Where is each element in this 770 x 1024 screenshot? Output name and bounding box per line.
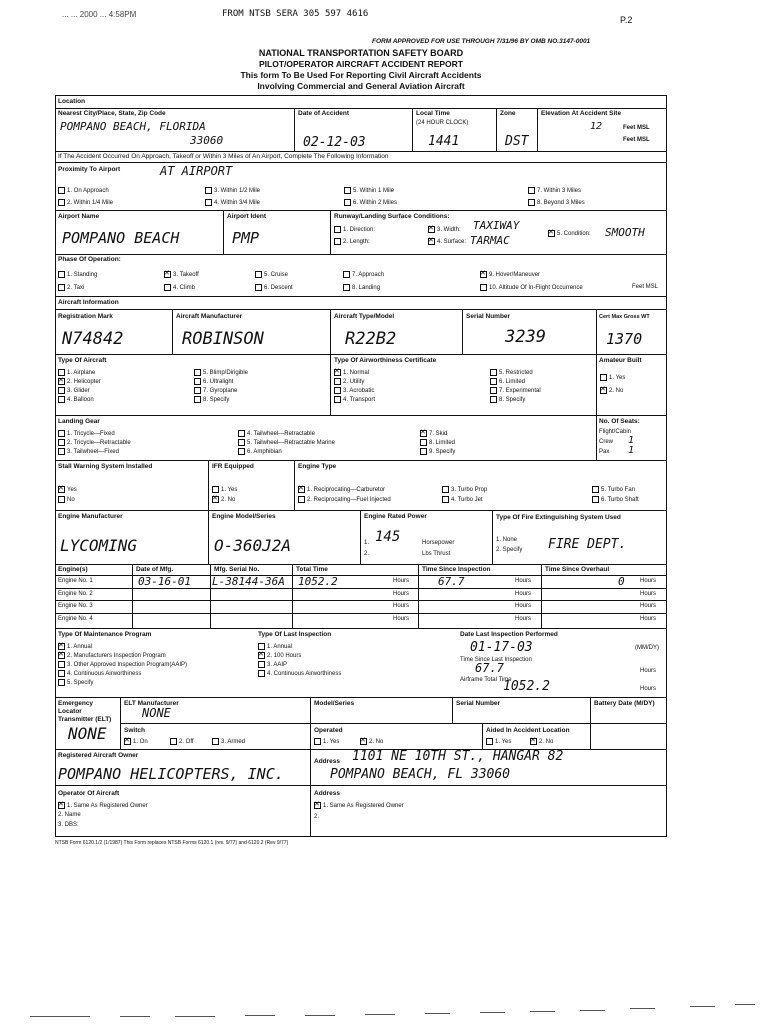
type-glider[interactable]: 3. Glider <box>58 387 90 394</box>
prox-opt-8[interactable]: 8. Beyond 3 Miles <box>528 199 585 206</box>
ifr-yes[interactable]: 1. Yes <box>212 486 237 493</box>
aircraft-serial-label: Serial Number <box>466 313 511 320</box>
hours-unit: Hours <box>515 578 532 584</box>
elt-label: Emergency Locator Transmitter (ELT) <box>58 700 112 723</box>
engine-1-since-insp[interactable]: 67.7 <box>438 575 465 588</box>
last-date-label: Date Last Inspection Performed <box>460 631 558 638</box>
hours-unit: Hours <box>393 578 410 584</box>
cert-label: Type Of Airworthiness Certificate <box>334 357 437 364</box>
gross-weight-value[interactable]: 1370 <box>606 330 643 348</box>
phase-takeoff[interactable]: ✕3. Takeoff <box>164 271 199 278</box>
gear-tricycle-retract[interactable]: 2. Tricycle—Retractable <box>58 439 131 446</box>
prox-opt-3[interactable]: 3. Within 1/2 Mile <box>205 187 260 194</box>
agency-name: NATIONAL TRANSPORTATION SAFETY BOARD <box>258 48 464 58</box>
engine-row-1-label: Engine No. 1 <box>58 578 93 584</box>
runway-width-value[interactable]: TAXIWAY <box>473 219 520 232</box>
maint-mfr-program[interactable]: ✕2. Manufacturers Inspection Program <box>58 652 166 659</box>
last-aaip[interactable]: 3. AAIP <box>258 661 287 668</box>
prox-opt-5[interactable]: 5. Within 1 Mile <box>344 187 394 194</box>
date-value[interactable]: 02-12-03 <box>303 135 366 150</box>
form-subtitle-1: This form To Be Used For Reporting Civil Aircraft Accidents <box>240 70 482 80</box>
gear-skid[interactable]: ✕7. Skid <box>420 430 447 437</box>
maint-specify[interactable]: 5. Specify <box>58 679 93 686</box>
elt-mfr-value[interactable]: NONE <box>142 706 171 720</box>
registration-label: Registration Mark <box>58 313 113 320</box>
engine-mfr-value[interactable]: LYCOMING <box>60 536 138 555</box>
hours-unit: Hours <box>640 578 657 584</box>
airport-name-value[interactable]: POMPANO BEACH <box>62 229 180 247</box>
stall-no[interactable]: No <box>58 496 75 503</box>
omb-approval: FORM APPROVED FOR USE THROUGH 7/31/96 BY OMB NO.3147-0001 <box>372 38 591 45</box>
col-since-inspection: Time Since Inspection <box>422 566 491 573</box>
maint-continuous[interactable]: 4. Continuous Airworthiness <box>58 670 141 677</box>
aircraft-model-value[interactable]: R22B2 <box>345 329 397 349</box>
airframe-label: Airframe Total Time <box>460 677 512 683</box>
engine-1-total[interactable]: 1052.2 <box>298 575 338 588</box>
elt-model-label: Model/Series <box>314 700 355 707</box>
time-sub-label: (24 HOUR CLOCK) <box>416 120 469 126</box>
mmdy-label: (MM/DY) <box>635 645 659 651</box>
date-label: Date of Accident <box>298 110 350 117</box>
elt-operated-no[interactable]: ✕ 2. No <box>360 738 383 745</box>
engine-row-4-label: Engine No. 4 <box>58 616 93 622</box>
maint-aaip[interactable]: 3. Other Approved Inspection Program(AAIP) <box>58 661 187 668</box>
airframe-hours: Hours <box>640 686 657 692</box>
feet-msl-label: Feet MSL <box>623 125 650 131</box>
section-aircraft: Aircraft Information <box>58 299 119 306</box>
type-specify[interactable]: 8. Specify <box>194 396 229 403</box>
airframe-value[interactable]: 1052.2 <box>503 679 550 694</box>
amateur-yes[interactable]: 1. Yes <box>600 374 625 381</box>
gear-specify[interactable]: 9. Specify <box>420 448 455 455</box>
gear-label: Landing Gear <box>58 418 100 425</box>
elt-serial-label: Serial Number <box>456 700 501 707</box>
type-balloon[interactable]: 4. Balloon <box>58 396 94 403</box>
runway-width[interactable]: ✕3. Width: <box>428 226 461 233</box>
owner-name[interactable]: POMPANO HELICOPTERS, INC. <box>58 765 284 783</box>
cert-restricted[interactable]: 5. Restricted <box>490 369 533 376</box>
engine-row-2-label: Engine No. 2 <box>58 591 93 597</box>
hours-unit: Hours <box>640 616 657 622</box>
type-airplane[interactable]: 1. Airplane <box>58 369 95 376</box>
last-date-value[interactable]: 01-17-03 <box>470 640 533 655</box>
seats-crew-value[interactable]: 1 <box>628 435 635 446</box>
fire-none[interactable]: 1. None <box>496 537 518 543</box>
gear-amphibian[interactable]: 6. Amphibian <box>238 448 282 455</box>
hours-unit: Hours <box>640 591 657 597</box>
elt-value[interactable]: NONE <box>68 724 107 743</box>
cert-specify[interactable]: 8. Specify <box>490 396 525 403</box>
seats-pax: Pax <box>599 449 610 455</box>
fire-value[interactable]: FIRE DEPT. <box>548 537 627 552</box>
col-date-mfg: Date of Mfg. <box>136 566 174 573</box>
elevation-value[interactable]: 12 <box>590 121 603 132</box>
airport-name-label: Airport Name <box>58 213 100 220</box>
cert-limited[interactable]: 6. Limited <box>490 378 525 385</box>
owner-label: Registered Aircraft Owner <box>58 752 139 759</box>
airport-note: If The Accident Occurred On Approach, Takeoff or Within 3 Miles of An Airport, Complete The Following Information <box>58 153 389 160</box>
section-location: Location <box>58 98 86 105</box>
runway-condition[interactable]: ✕ 5. Condition: <box>548 230 591 237</box>
hours-unit: Hours <box>515 603 532 609</box>
aircraft-serial-value[interactable]: 3239 <box>505 327 546 347</box>
gear-tailwheel-fixed[interactable]: 3. Tailwheel—Fixed <box>58 448 119 455</box>
runway-surface-value[interactable]: TARMAC <box>470 234 510 247</box>
cert-experimental[interactable]: 7. Experimental <box>490 387 541 394</box>
prox-opt-4[interactable]: 4. Within 3/4 Mile <box>205 199 260 206</box>
city-label: Nearest City/Place, State, Zip Code <box>58 110 166 117</box>
operator-address-2[interactable]: 2. <box>314 814 320 820</box>
elt-aided-label: Aided In Accident Location <box>486 727 570 734</box>
form-title: PILOT/OPERATOR AIRCRAFT ACCIDENT REPORT <box>259 59 463 69</box>
hours-unit: Hours <box>515 591 532 597</box>
hours-unit: Hours <box>515 616 532 622</box>
seats-crew: Crew <box>599 439 614 445</box>
since-insp-hours: Hours <box>640 668 657 674</box>
cert-acrobatic[interactable]: 3. Acrobatic <box>334 387 374 394</box>
cert-normal[interactable]: ✕1. Normal <box>334 369 369 376</box>
prox-opt-2[interactable]: 2. Within 1/4 Mile <box>58 199 113 206</box>
page-number: P.2 <box>620 15 633 25</box>
runway-condition-value[interactable]: SMOOTH <box>605 226 645 239</box>
prox-opt-7[interactable]: 7. Within 3 Miles <box>528 187 581 194</box>
engine-1-date[interactable]: 03-16-01 <box>138 575 191 588</box>
type-ultralight[interactable]: 6. Ultralight <box>194 378 233 385</box>
hours-unit: Hours <box>393 603 410 609</box>
since-insp-value[interactable]: 67.7 <box>475 661 504 675</box>
city-value[interactable]: POMPANO BEACH, FLORIDA <box>60 120 206 133</box>
proximity-value[interactable]: AT AIRPORT <box>160 164 233 178</box>
proximity-label: Proximity To Airport <box>58 166 121 173</box>
amateur-label: Amateur Built <box>599 357 642 364</box>
engine-turbofan[interactable]: 5. Turbo Fan <box>592 486 635 493</box>
engine-hp-value[interactable]: 145 <box>375 529 401 545</box>
col-total-time: Total Time <box>296 566 328 573</box>
col-serial: Mfg. Serial No. <box>214 566 260 573</box>
seats-flight-cabin: Flight/Cabin <box>599 429 632 435</box>
engine-1-overhaul[interactable]: 0 <box>618 575 625 588</box>
zone-value[interactable]: DST <box>505 134 529 149</box>
aircraft-mfr-value[interactable]: ROBINSON <box>182 329 264 349</box>
airport-ident-value[interactable]: PMP <box>232 229 260 247</box>
phase-taxi[interactable]: 2. Taxi <box>58 284 84 291</box>
col-since-overhaul: Time Since Overhaul <box>545 566 610 573</box>
fax-from: FROM NTSB SERA 305 597 4616 <box>222 9 369 19</box>
zip-value[interactable]: 33060 <box>190 134 224 147</box>
operator-label: Operator Of Aircraft <box>58 790 120 797</box>
col-engines: Engine(s) <box>58 566 88 573</box>
phase-cruise[interactable]: 5. Cruise <box>255 271 288 278</box>
seats-pax-value[interactable]: 1 <box>628 445 635 456</box>
prox-opt-1[interactable]: 1. On Approach <box>58 187 109 194</box>
phase-landing[interactable]: 8. Landing <box>343 284 380 291</box>
fax-timestamp: ... ... 2000 ... 4:58PM <box>62 10 137 19</box>
hours-unit: Hours <box>640 603 657 609</box>
engine-turboshaft[interactable]: 6. Turbo Shaft <box>592 496 639 503</box>
engine-model-label: Engine Model/Series <box>212 513 276 520</box>
engine-hp-unit: Horsepower <box>422 540 455 546</box>
fire-label: Type Of Fire Extinguishing System Used <box>496 514 621 521</box>
elt-battery-label: Battery Date (M/DY) <box>594 700 655 707</box>
engine-model-value[interactable]: O-360J2A <box>214 536 292 555</box>
aircraft-type-label: Type Of Aircraft <box>58 357 107 364</box>
maint-annual[interactable]: ✕1. Annual <box>58 643 92 650</box>
operator-name[interactable]: 2. Name <box>58 812 81 818</box>
last-annual[interactable]: 1. Annual <box>258 643 292 650</box>
amateur-no[interactable]: ✕2. No <box>600 387 623 394</box>
aircraft-mfr-label: Aircraft Manufacturer <box>176 313 243 320</box>
elt-operated-yes[interactable]: 1. Yes <box>314 738 339 745</box>
last-insp-label: Type Of Last Inspection <box>258 631 332 638</box>
gear-limited[interactable]: 8. Limited <box>420 439 455 446</box>
stall-label: Stall Warning System Installed <box>58 463 153 470</box>
owner-address-label: Address <box>314 758 341 765</box>
owner-address-line1[interactable]: 1101 NE 10TH ST., HANGAR 82 <box>352 749 564 764</box>
ifr-label: IFR Equipped <box>212 463 254 470</box>
engine-turboprop[interactable]: 3. Turbo Prop <box>442 486 487 493</box>
type-helicopter[interactable]: ✕2. Helicopter <box>58 378 101 385</box>
runway-label: Runway/Landing Surface Conditions: <box>334 213 450 220</box>
phase-climb[interactable]: 4. Climb <box>164 284 195 291</box>
type-gyroplane[interactable]: 7. Gyroplane <box>194 387 237 394</box>
phase-approach[interactable]: 7. Approach <box>343 271 384 278</box>
form-header <box>55 48 667 98</box>
time-label: Local Time <box>416 110 450 117</box>
since-insp-label: Time Since Last Inspection <box>460 657 532 663</box>
cert-utility[interactable]: 2. Utility <box>334 378 364 385</box>
phase-altitude[interactable]: 10. Altitude Of In-Flight Occurrence <box>480 284 583 291</box>
gross-weight-label: Cert Max Gross WT <box>599 314 650 320</box>
runway-length[interactable]: 2. Length: <box>334 238 370 245</box>
feet-msl-label-2: Feet MSL <box>623 137 650 143</box>
elt-aided-yes[interactable]: 1. Yes <box>486 738 511 745</box>
time-value[interactable]: 1441 <box>428 134 460 149</box>
elt-switch-on[interactable]: ✕1. On <box>124 738 148 745</box>
operator-same[interactable]: ✕1. Same As Registered Owner <box>58 802 148 809</box>
fire-specify[interactable]: 2. Specify <box>496 547 523 553</box>
elt-switch-off[interactable]: 2. Off <box>170 738 194 745</box>
operator-address-same[interactable]: ✕1. Same As Registered Owner <box>314 802 404 809</box>
phase-altitude-unit: Feet MSL <box>632 284 659 290</box>
engine-recip-fuel[interactable]: 2. Reciprocating—Fuel Injected <box>298 496 391 503</box>
elt-mfr-label: ELT Manufacturer <box>124 700 179 707</box>
stall-yes[interactable]: ✕Yes <box>58 486 77 493</box>
operator-address-label: Address <box>314 790 341 797</box>
elt-switch-label: Switch <box>124 727 145 734</box>
engine-recip-carb[interactable]: ✕1. Reciprocating—Carburetor <box>298 486 385 493</box>
zone-label: Zone <box>500 110 516 117</box>
runway-surface[interactable]: ✕4. Surface: <box>428 238 466 245</box>
phase-hover[interactable]: ✕9. Hover/Maneuver <box>480 271 540 278</box>
engine-type-label: Engine Type <box>298 463 337 470</box>
hours-unit: Hours <box>393 591 410 597</box>
type-blimp[interactable]: 5. Blimp/Dirigible <box>194 369 248 376</box>
engine-lbs-unit: Lbs Thrust <box>422 551 451 557</box>
engine-power-label: Engine Rated Power <box>364 513 427 520</box>
airport-ident-label: Airport Ident <box>227 213 266 220</box>
elt-operated-label: Operated <box>314 727 343 734</box>
ifr-no[interactable]: ✕2. No <box>212 496 235 503</box>
phase-label: Phase Of Operation: <box>58 256 121 263</box>
elt-switch-armed[interactable]: 3. Armed <box>212 738 245 745</box>
elt-aided-no[interactable]: ✕ 2. No <box>530 738 553 745</box>
aircraft-model-label: Aircraft Type/Model <box>334 313 395 320</box>
owner-address-line2[interactable]: POMPANO BEACH, FL 33060 <box>330 767 511 782</box>
registration-value[interactable]: N74842 <box>62 329 124 349</box>
operator-dbs[interactable]: 3. DBS: <box>58 822 79 828</box>
engine-turbojet[interactable]: 4. Turbo Jet <box>442 496 483 503</box>
elevation-label: Elevation At Accident Site <box>541 110 622 117</box>
cert-transport[interactable]: 4. Transport <box>334 396 375 403</box>
last-continuous[interactable]: 4. Continuous Airworthiness <box>258 670 341 677</box>
engine-1-serial[interactable]: L-38144-36A <box>212 575 285 588</box>
seats-label: No. Of Seats: <box>599 418 640 425</box>
phase-descent[interactable]: 6. Descent <box>255 284 293 291</box>
engine-mfr-label: Engine Manufacturer <box>58 513 123 520</box>
engine-row-3-label: Engine No. 3 <box>58 603 93 609</box>
form-footer: NTSB Form 6120.1/2 (1/1987) This Form replaces NTSB Forms 6120.1 (rev. 9/77) and 6120.2 (Rev 9/77) <box>55 840 289 846</box>
gear-marine[interactable]: 5. Tailwheel—Retractable Marine <box>238 439 335 446</box>
last-100hr[interactable]: ✕2. 100 Hours <box>258 652 301 659</box>
phase-standing[interactable]: 1. Standing <box>58 271 97 278</box>
maint-label: Type Of Maintenance Program <box>58 631 152 638</box>
prox-opt-6[interactable]: 6. Within 2 Miles <box>344 199 397 206</box>
runway-direction[interactable]: 1. Direction: <box>334 226 375 233</box>
gear-tailwheel-retract[interactable]: 4. Tailwheel—Retractable <box>238 430 315 437</box>
gear-tricycle-fixed[interactable]: 1. Tricycle—Fixed <box>58 430 115 437</box>
form-subtitle-2: Involving Commercial and General Aviation Aircraft <box>257 81 465 91</box>
hours-unit: Hours <box>393 616 410 622</box>
